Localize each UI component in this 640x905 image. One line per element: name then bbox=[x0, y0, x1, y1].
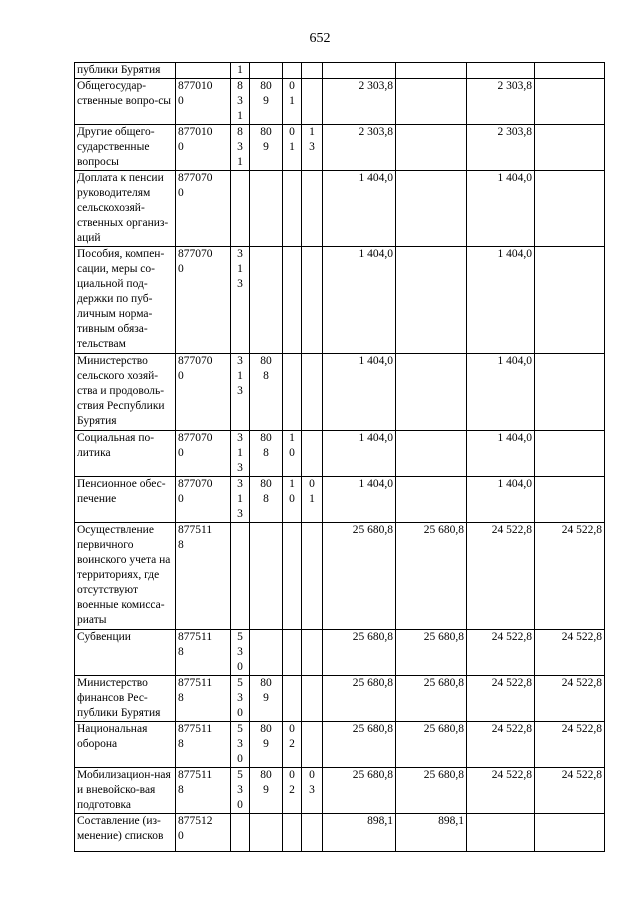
cell-v3: 24 522,8 bbox=[467, 768, 535, 814]
cell-name: Субвенции bbox=[75, 630, 176, 676]
cell-v1: 898,1 bbox=[323, 814, 396, 852]
cell-v2 bbox=[396, 171, 467, 247]
cell-c2 bbox=[250, 63, 283, 79]
cell-v3 bbox=[467, 814, 535, 852]
cell-code: 877511 8 bbox=[176, 523, 231, 630]
cell-name: Министерство финансов Рес-публики Бурятия bbox=[75, 676, 176, 722]
table-row bbox=[75, 354, 605, 431]
cell-code: 877511 8 bbox=[176, 768, 231, 814]
table-row bbox=[75, 477, 605, 523]
table-row bbox=[75, 814, 605, 852]
cell-code: 877511 8 bbox=[176, 630, 231, 676]
cell-code: 877070 0 bbox=[176, 171, 231, 247]
cell-v2 bbox=[396, 431, 467, 477]
cell-code: 877511 8 bbox=[176, 722, 231, 768]
cell-c4 bbox=[302, 676, 323, 722]
cell-c3 bbox=[283, 354, 302, 431]
table-row bbox=[75, 722, 605, 768]
cell-c2: 80 8 bbox=[250, 477, 283, 523]
cell-v3 bbox=[467, 63, 535, 79]
cell-v2: 25 680,8 bbox=[396, 768, 467, 814]
cell-v2 bbox=[396, 79, 467, 125]
cell-c4 bbox=[302, 63, 323, 79]
cell-name: Пособия, компен-сации, меры со-циальной под-держки по пуб-личным норма-тивным обяза-тельствам bbox=[75, 247, 176, 354]
cell-c4 bbox=[302, 630, 323, 676]
cell-v2: 25 680,8 bbox=[396, 722, 467, 768]
cell-c3 bbox=[283, 63, 302, 79]
table-row bbox=[75, 63, 605, 79]
table-row bbox=[75, 79, 605, 125]
cell-code: 877010 0 bbox=[176, 79, 231, 125]
cell-v3: 1 404,0 bbox=[467, 247, 535, 354]
cell-v3: 24 522,8 bbox=[467, 722, 535, 768]
page-number: 652 bbox=[309, 31, 331, 46]
cell-v2 bbox=[396, 477, 467, 523]
cell-code bbox=[176, 63, 231, 79]
cell-v4 bbox=[535, 171, 605, 247]
cell-c3: 0 2 bbox=[283, 768, 302, 814]
cell-c1: 5 3 0 bbox=[231, 676, 250, 722]
cell-v1: 1 404,0 bbox=[323, 247, 396, 354]
cell-c2 bbox=[250, 814, 283, 852]
cell-v3: 24 522,8 bbox=[467, 523, 535, 630]
cell-v4 bbox=[535, 477, 605, 523]
cell-c4 bbox=[302, 247, 323, 354]
cell-c2 bbox=[250, 523, 283, 630]
cell-c4 bbox=[302, 354, 323, 431]
cell-c1: 3 1 3 bbox=[231, 477, 250, 523]
cell-v3: 24 522,8 bbox=[467, 630, 535, 676]
cell-code: 877511 8 bbox=[176, 676, 231, 722]
cell-c2 bbox=[250, 171, 283, 247]
cell-c4 bbox=[302, 171, 323, 247]
cell-v4 bbox=[535, 247, 605, 354]
cell-c4 bbox=[302, 814, 323, 852]
cell-v4: 24 522,8 bbox=[535, 676, 605, 722]
table-row bbox=[75, 630, 605, 676]
cell-c1 bbox=[231, 523, 250, 630]
table-row bbox=[75, 247, 605, 354]
table-row bbox=[75, 676, 605, 722]
cell-name: Социальная по-литика bbox=[75, 431, 176, 477]
cell-name: Мобилизацион-ная и вневойско-вая подготовка bbox=[75, 768, 176, 814]
cell-name: Другие общего-сударственные вопросы bbox=[75, 125, 176, 171]
cell-v3: 2 303,8 bbox=[467, 79, 535, 125]
cell-v4: 24 522,8 bbox=[535, 768, 605, 814]
cell-v1: 25 680,8 bbox=[323, 722, 396, 768]
cell-v3: 1 404,0 bbox=[467, 171, 535, 247]
cell-v1: 2 303,8 bbox=[323, 125, 396, 171]
table-row bbox=[75, 523, 605, 630]
cell-c4: 0 3 bbox=[302, 768, 323, 814]
cell-c3: 0 1 bbox=[283, 125, 302, 171]
cell-v3: 2 303,8 bbox=[467, 125, 535, 171]
cell-name: Составление (из-менение) списков bbox=[75, 814, 176, 852]
cell-c2: 80 8 bbox=[250, 354, 283, 431]
cell-c4 bbox=[302, 431, 323, 477]
cell-c1: 3 1 3 bbox=[231, 431, 250, 477]
cell-code: 877070 0 bbox=[176, 247, 231, 354]
cell-code: 877070 0 bbox=[176, 477, 231, 523]
cell-c1 bbox=[231, 814, 250, 852]
cell-v4 bbox=[535, 125, 605, 171]
cell-c3: 1 0 bbox=[283, 477, 302, 523]
cell-code: 877512 0 bbox=[176, 814, 231, 852]
cell-v4 bbox=[535, 354, 605, 431]
cell-c2: 80 9 bbox=[250, 722, 283, 768]
cell-v1: 25 680,8 bbox=[323, 768, 396, 814]
table-row bbox=[75, 768, 605, 814]
cell-v4 bbox=[535, 63, 605, 79]
cell-v3: 1 404,0 bbox=[467, 354, 535, 431]
cell-c2 bbox=[250, 247, 283, 354]
cell-v1: 1 404,0 bbox=[323, 354, 396, 431]
cell-c1: 5 3 0 bbox=[231, 630, 250, 676]
cell-v1 bbox=[323, 63, 396, 79]
cell-name: Национальная оборона bbox=[75, 722, 176, 768]
cell-c3 bbox=[283, 523, 302, 630]
cell-v3: 24 522,8 bbox=[467, 676, 535, 722]
cell-v1: 25 680,8 bbox=[323, 630, 396, 676]
cell-c1: 1 bbox=[231, 63, 250, 79]
cell-v2 bbox=[396, 247, 467, 354]
cell-v1: 25 680,8 bbox=[323, 523, 396, 630]
cell-v4: 24 522,8 bbox=[535, 630, 605, 676]
cell-c3 bbox=[283, 171, 302, 247]
table-row bbox=[75, 431, 605, 477]
cell-v1: 25 680,8 bbox=[323, 676, 396, 722]
cell-v1: 1 404,0 bbox=[323, 171, 396, 247]
cell-v3: 1 404,0 bbox=[467, 431, 535, 477]
cell-c3: 0 2 bbox=[283, 722, 302, 768]
cell-v2: 25 680,8 bbox=[396, 630, 467, 676]
cell-c3: 1 0 bbox=[283, 431, 302, 477]
cell-v1: 1 404,0 bbox=[323, 477, 396, 523]
cell-c4 bbox=[302, 722, 323, 768]
cell-name: Министерство сельского хозяй-ства и продоволь-ствия Республики Бурятия bbox=[75, 354, 176, 431]
cell-v2: 25 680,8 bbox=[396, 676, 467, 722]
cell-c1: 8 3 1 bbox=[231, 125, 250, 171]
cell-c1: 5 3 0 bbox=[231, 722, 250, 768]
cell-v4 bbox=[535, 79, 605, 125]
cell-c3 bbox=[283, 247, 302, 354]
cell-c3 bbox=[283, 676, 302, 722]
cell-name: Доплата к пенсии руководителям сельскохозяй-ственных организ-аций bbox=[75, 171, 176, 247]
cell-v2: 25 680,8 bbox=[396, 523, 467, 630]
cell-v4 bbox=[535, 814, 605, 852]
cell-name: Общегосудар-ственные вопро-сы bbox=[75, 79, 176, 125]
cell-c4 bbox=[302, 79, 323, 125]
cell-c1 bbox=[231, 171, 250, 247]
cell-name: Пенсионное обес-печение bbox=[75, 477, 176, 523]
cell-v2: 898,1 bbox=[396, 814, 467, 852]
cell-v1: 1 404,0 bbox=[323, 431, 396, 477]
budget-table bbox=[74, 62, 605, 852]
cell-v2 bbox=[396, 125, 467, 171]
cell-c2 bbox=[250, 630, 283, 676]
cell-code: 877070 0 bbox=[176, 354, 231, 431]
cell-c2: 80 9 bbox=[250, 125, 283, 171]
table-body bbox=[75, 63, 605, 852]
cell-v2 bbox=[396, 354, 467, 431]
cell-c1: 3 1 3 bbox=[231, 354, 250, 431]
cell-c3 bbox=[283, 630, 302, 676]
cell-v4 bbox=[535, 431, 605, 477]
cell-c3 bbox=[283, 814, 302, 852]
table-row bbox=[75, 171, 605, 247]
cell-name: Осуществление первичного воинского учета на территориях, где отсутствуют военные комисса-риаты bbox=[75, 523, 176, 630]
cell-c3: 0 1 bbox=[283, 79, 302, 125]
cell-code: 877010 0 bbox=[176, 125, 231, 171]
cell-c1: 5 3 0 bbox=[231, 768, 250, 814]
table-row bbox=[75, 125, 605, 171]
cell-c2: 80 9 bbox=[250, 676, 283, 722]
cell-v4: 24 522,8 bbox=[535, 722, 605, 768]
cell-c1: 8 3 1 bbox=[231, 79, 250, 125]
cell-c2: 80 9 bbox=[250, 79, 283, 125]
cell-name: публики Бурятия bbox=[75, 63, 176, 79]
cell-c2: 80 9 bbox=[250, 768, 283, 814]
cell-c4 bbox=[302, 523, 323, 630]
cell-v2 bbox=[396, 63, 467, 79]
cell-c4: 1 3 bbox=[302, 125, 323, 171]
cell-code: 877070 0 bbox=[176, 431, 231, 477]
cell-v1: 2 303,8 bbox=[323, 79, 396, 125]
cell-v4: 24 522,8 bbox=[535, 523, 605, 630]
cell-c2: 80 8 bbox=[250, 431, 283, 477]
cell-v3: 1 404,0 bbox=[467, 477, 535, 523]
cell-c4: 0 1 bbox=[302, 477, 323, 523]
cell-c1: 3 1 3 bbox=[231, 247, 250, 354]
